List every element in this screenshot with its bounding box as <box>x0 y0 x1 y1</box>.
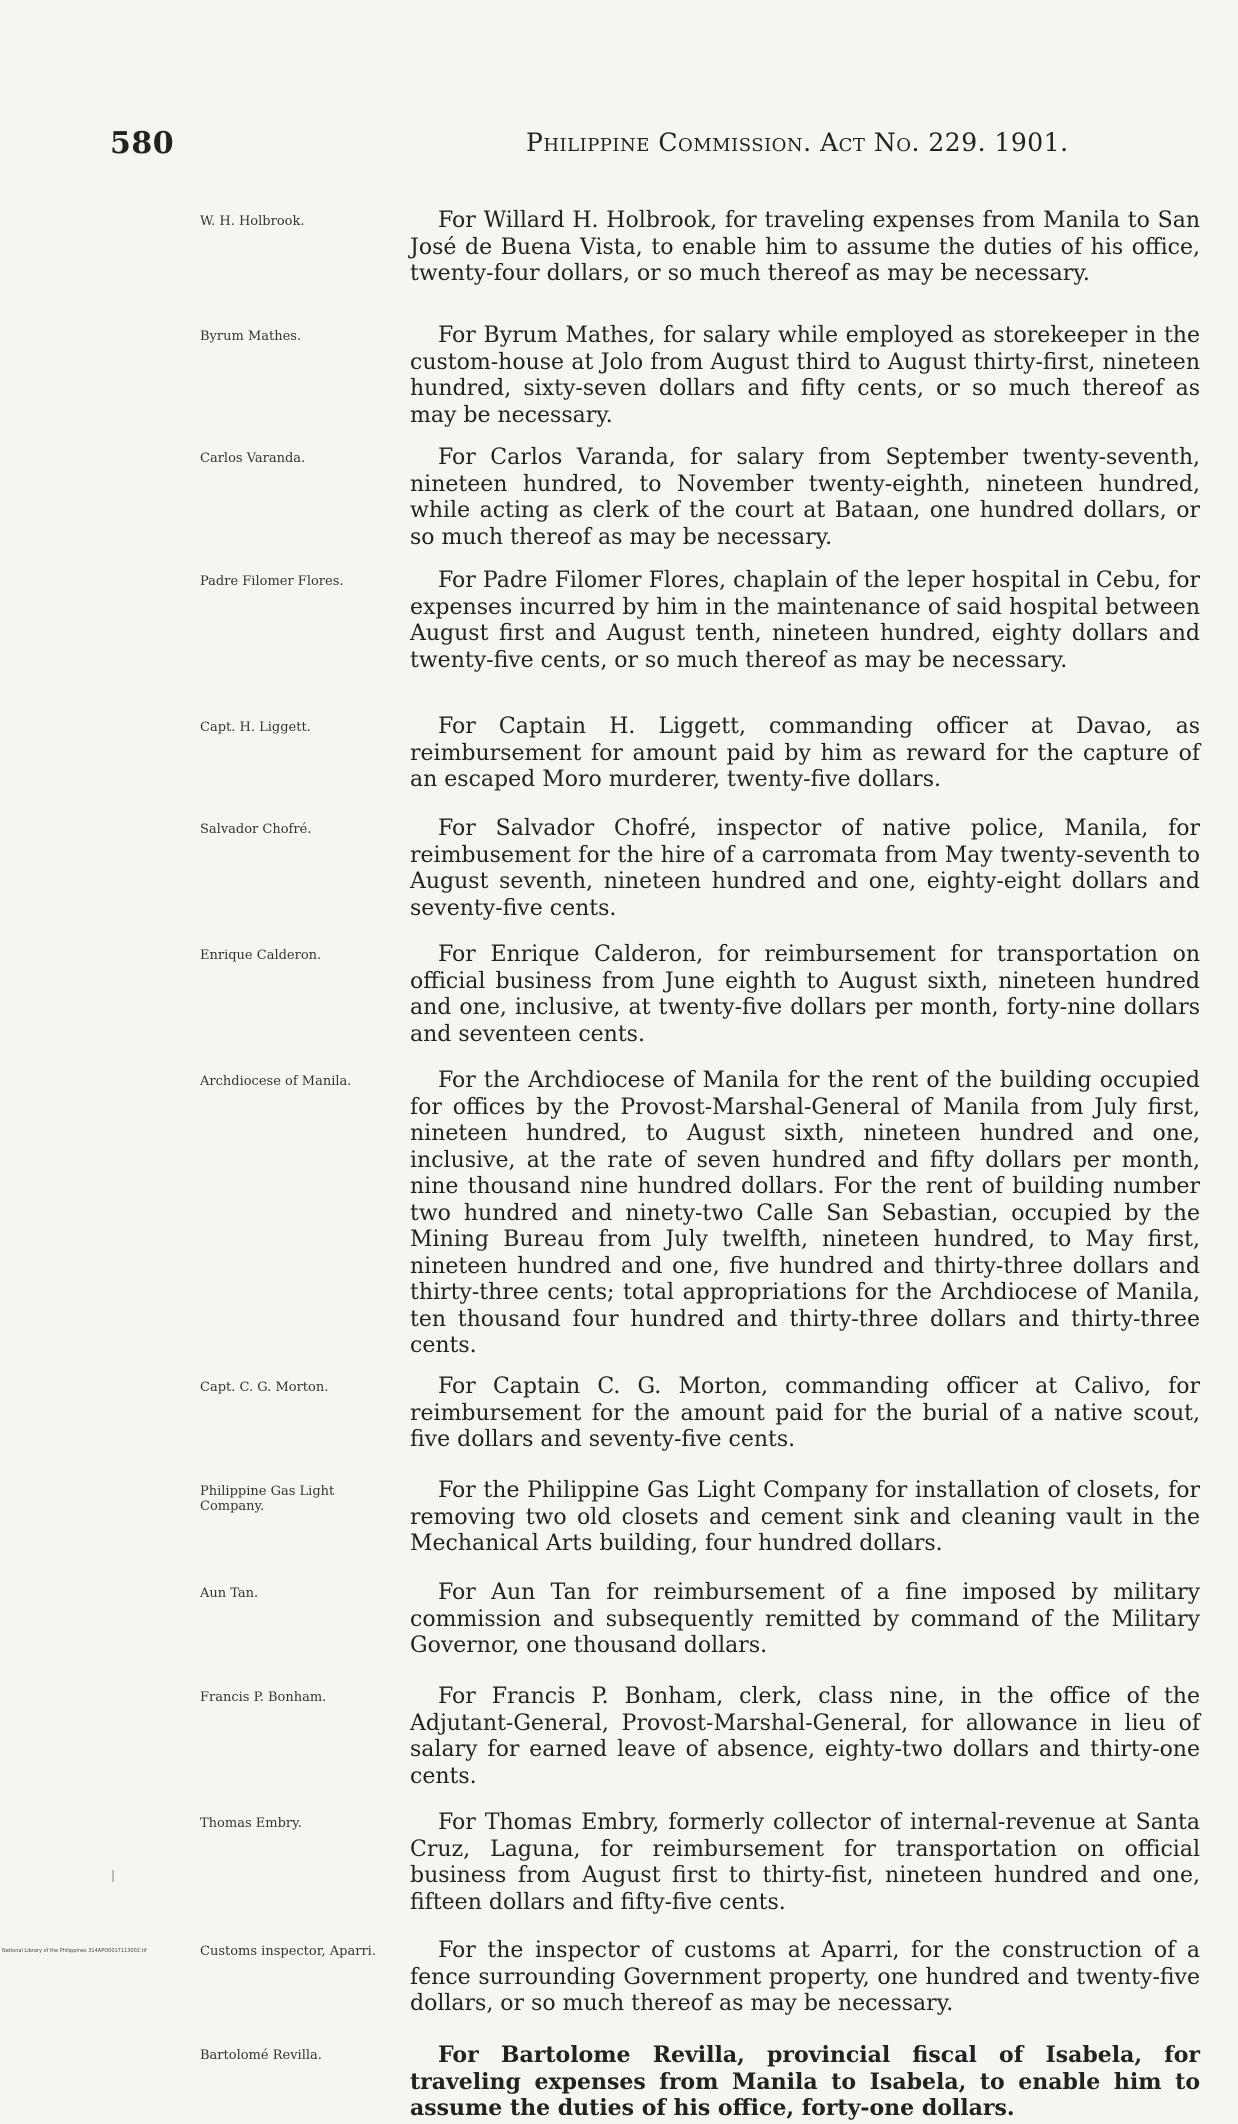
entry-text: For Willard H. Holbrook, for traveling expenses from Manila to San José de Buena Vista, to enable him to assume the duties of his office, twenty-four dollars, or so much thereof as may be necessary. <box>410 208 1200 286</box>
running-head: Philippine Commission. Act No. 229. 1901. <box>526 128 1069 157</box>
margin-note: Francis P. Bonham. <box>200 1690 327 1705</box>
entry-archdiocese <box>0 1068 1238 1358</box>
margin-note: W. H. Holbrook. <box>200 214 305 229</box>
entry-holbrook <box>0 208 1238 301</box>
margin-note: Enrique Calderon. <box>200 948 322 963</box>
entry-aparri <box>0 1938 1238 2020</box>
entry-text: For the inspector of customs at Aparri, for the construction of a fence surrounding Government property, one hundred and twenty-five dollars, or so much thereof as may be necessary. <box>410 1938 1200 2016</box>
entry-morton <box>0 1374 1238 1456</box>
entry-liggett <box>0 714 1238 794</box>
entry-text: For Salvador Chofré, inspector of native police, Manila, for reimbusement for the hire of a carromata from May twenty-seventh to August seventh, nineteen hundred and one, eighty-eight dollars and seventy-five cents. <box>410 816 1200 921</box>
page-number: 580 <box>110 126 175 161</box>
margin-note: Customs inspector, Aparri. <box>200 1944 376 1959</box>
margin-note: Archdiocese of Manila. <box>200 1074 352 1089</box>
entry-text: For Captain C. G. Morton, commanding officer at Calivo, for reimbursement for the amount paid for the burial of a native scout, five dollars and seventy-five cents. <box>410 1374 1200 1452</box>
entry-revilla <box>0 2042 1238 2124</box>
margin-note: Byrum Mathes. <box>200 329 302 344</box>
entry-gas-light <box>0 1478 1238 1558</box>
scan-mark <box>112 1870 114 1882</box>
entry-text: For Francis P. Bonham, clerk, class nine, in the office of the Adjutant-General, Provost-Marshal-General, for allowance in lieu of salary for earned leave of absence, eighty-two dollars and thirty-one cents. <box>410 1684 1200 1789</box>
margin-note: Philippine Gas Light Company. <box>200 1484 335 1514</box>
entry-text: For Carlos Varanda, for salary from September twenty-seventh, nineteen hundred, to November twenty-eighth, nineteen hundred, while acting as clerk of the court at Bataan, one hundred dollars, or so much thereof as may be necessary. <box>410 445 1200 550</box>
entry-text: For Thomas Embry, formerly collector of internal-revenue at Santa Cruz, Laguna, for reimbursement for transportation on official business from August first to thirty-fist, nineteen hundred and one, fifteen dollars and fifty-five cents. <box>410 1810 1200 1915</box>
margin-note: Carlos Varanda. <box>200 451 306 466</box>
scan-footer: National Library of the Philippines 314APO0017113002.tif <box>2 1948 147 1954</box>
entry-chofre <box>0 816 1238 920</box>
entry-text: For Enrique Calderon, for reimbursement for transportation on official business from June eighth to August sixth, nineteen hundred and one, inclusive, at twenty-five dollars per month, forty-nine dollars and seventeen cents. <box>410 942 1200 1047</box>
margin-note: Capt. C. G. Morton. <box>200 1380 329 1395</box>
entry-text: For the Philippine Gas Light Company for installation of closets, for removing two old closets and cement sink and cleaning vault in the Mechanical Arts building, four hundred dollars. <box>410 1478 1200 1556</box>
entry-mathes <box>0 323 1238 428</box>
margin-note: Salvador Chofré. <box>200 822 312 837</box>
margin-note: Capt. H. Liggett. <box>200 720 311 735</box>
entry-text: For Byrum Mathes, for salary while employed as storekeeper in the custom-house at Jolo from August third to August thirty-first, nineteen hundred, sixty-seven dollars and fifty cents, or so much thereof as may be necessary. <box>410 323 1200 428</box>
entry-aun-tan <box>0 1580 1238 1662</box>
entry-calderon <box>0 942 1238 1046</box>
entry-flores <box>0 568 1238 692</box>
margin-note: Aun Tan. <box>200 1586 259 1601</box>
margin-note: Padre Filomer Flores. <box>200 574 344 589</box>
margin-note: Thomas Embry. <box>200 1816 302 1831</box>
entry-text: For Aun Tan for reimbursement of a fine imposed by military commission and subsequently remitted by command of the Military Governor, one thousand dollars. <box>410 1580 1200 1658</box>
entry-varanda <box>0 445 1238 550</box>
appropriation-entries <box>0 186 1238 2124</box>
entry-text: For Captain H. Liggett, commanding officer at Davao, as reimbursement for amount paid by him as reward for the capture of an escaped Moro murderer, twenty-five dollars. <box>410 714 1200 792</box>
entry-text: For the Archdiocese of Manila for the rent of the building occupied for offices by the Provost-Marshal-General of Manila from July first, nineteen hundred, to August sixth, nineteen hundred and one, inclusive, at the rate of seven hundred and fifty dollars per month, nine thousand nine hundred dollars. For the rent of building number two hundred and ninety-two Calle San Sebastian, occupied by the Mining Bureau from July twelfth, nineteen hundred, to May first, nineteen hundred and one, five hundred and thirty-three dollars and thirty-three cents; total appropriations for the Archdiocese of Manila, ten thousand four hundred and thirty-three dollars and thirty-three cents. <box>410 1068 1200 1358</box>
margin-note: Bartolomé Revilla. <box>200 2048 322 2063</box>
entry-embry <box>0 1810 1238 1916</box>
entry-text: For Padre Filomer Flores, chaplain of the leper hospital in Cebu, for expenses incurred by him in the maintenance of said hospital between August first and August tenth, nineteen hundred, eighty dollars and twenty-five cents, or so much thereof as may be necessary. <box>410 568 1200 673</box>
entry-bonham <box>0 1684 1238 1788</box>
entry-text: For Bartolome Revilla, provincial fiscal of Isabela, for traveling expenses from Manila to Isabela, to enable him to assume the duties of his office, forty-one dollars. <box>410 2042 1200 2121</box>
